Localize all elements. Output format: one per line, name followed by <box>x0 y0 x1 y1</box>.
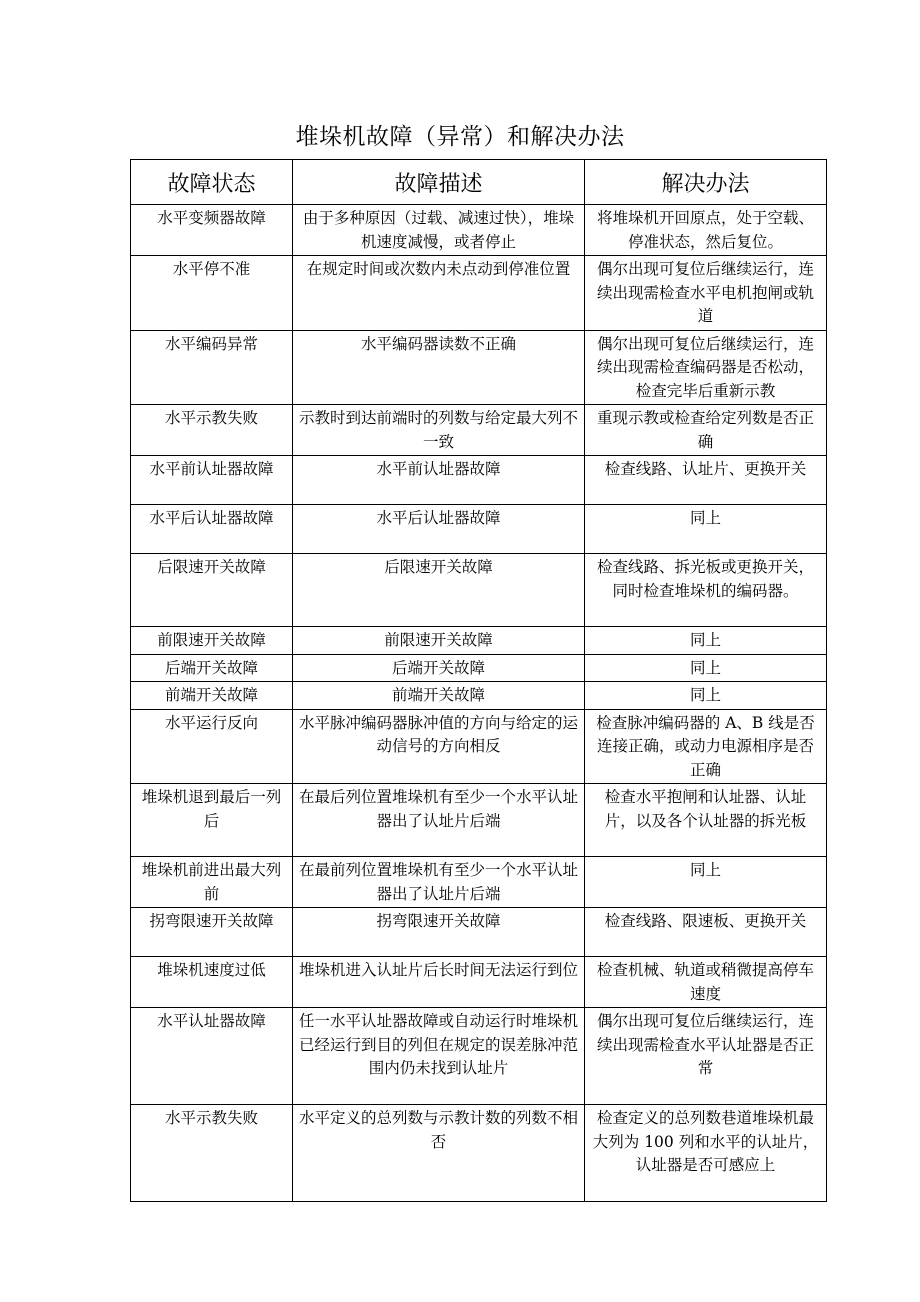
solution-cell: 同上 <box>585 654 827 682</box>
table-row <box>131 709 827 784</box>
solution-cell: 检查水平抱闸和认址器、认址片，以及各个认址器的拆光板 <box>585 784 827 857</box>
solution-cell: 检查脉冲编码器的 A、B 线是否连接正确，或动力电源相序是否正确 <box>585 709 827 784</box>
table-row <box>131 505 827 554</box>
table-row <box>131 405 827 456</box>
solution-cell: 检查线路、拆光板或更换开关，同时检查堆垛机的编码器。 <box>585 554 827 627</box>
fault-description-cell: 在最后列位置堆垛机有至少一个水平认址器出了认址片后端 <box>293 784 585 857</box>
table-row <box>131 908 827 957</box>
solution-cell: 同上 <box>585 627 827 655</box>
fault-state-cell: 水平认址器故障 <box>131 1008 293 1105</box>
fault-state-cell: 水平停不准 <box>131 256 293 331</box>
table-row <box>131 554 827 627</box>
table-header-row <box>131 160 827 205</box>
fault-state-cell: 堆垛机退到最后一列后 <box>131 784 293 857</box>
fault-description-cell: 水平编码器读数不正确 <box>293 330 585 405</box>
table-row <box>131 456 827 505</box>
fault-description-cell: 在规定时间或次数内未点动到停准位置 <box>293 256 585 331</box>
table-row <box>131 330 827 405</box>
fault-description-cell: 前端开关故障 <box>293 682 585 710</box>
fault-description-cell: 任一水平认址器故障或自动运行时堆垛机已经运行到目的列但在规定的误差脉冲范围内仍未找到认址片 <box>293 1008 585 1105</box>
fault-table <box>130 159 827 1202</box>
fault-state-cell: 前限速开关故障 <box>131 627 293 655</box>
fault-description-cell: 水平定义的总列数与示教计数的列数不相否 <box>293 1105 585 1202</box>
solution-cell: 同上 <box>585 857 827 908</box>
fault-state-cell: 堆垛机前进出最大列前 <box>131 857 293 908</box>
solution-cell: 偶尔出现可复位后继续运行，连续出现需检查编码器是否松动，检查完毕后重新示教 <box>585 330 827 405</box>
table-row <box>131 1105 827 1202</box>
solution-cell: 检查定义的总列数巷道堆垛机最大列为 100 列和水平的认址片，认址器是否可感应上 <box>585 1105 827 1202</box>
table-row <box>131 957 827 1008</box>
solution-cell: 重现示教或检查给定列数是否正确 <box>585 405 827 456</box>
fault-state-cell: 水平后认址器故障 <box>131 505 293 554</box>
table-row <box>131 256 827 331</box>
fault-description-cell: 水平前认址器故障 <box>293 456 585 505</box>
fault-description-cell: 堆垛机进入认址片后长时间无法运行到位 <box>293 957 585 1008</box>
solution-cell: 同上 <box>585 505 827 554</box>
solution-cell: 将堆垛机开回原点，处于空载、停准状态，然后复位。 <box>585 205 827 256</box>
solution-cell: 偶尔出现可复位后继续运行，连续出现需检查水平电机抱闸或轨道 <box>585 256 827 331</box>
table-row <box>131 654 827 682</box>
header-fault-state: 故障状态 <box>131 160 293 205</box>
table-row <box>131 682 827 710</box>
page-title: 堆垛机故障（异常）和解决办法 <box>295 124 625 150</box>
fault-description-cell: 后端开关故障 <box>293 654 585 682</box>
table-row <box>131 784 827 857</box>
fault-state-cell: 堆垛机速度过低 <box>131 957 293 1008</box>
fault-description-cell: 水平脉冲编码器脉冲值的方向与给定的运动信号的方向相反 <box>293 709 585 784</box>
fault-description-cell: 拐弯限速开关故障 <box>293 908 585 957</box>
fault-description-cell: 后限速开关故障 <box>293 554 585 627</box>
fault-state-cell: 水平示教失败 <box>131 405 293 456</box>
fault-state-cell: 水平变频器故障 <box>131 205 293 256</box>
fault-state-cell: 水平前认址器故障 <box>131 456 293 505</box>
header-fault-description: 故障描述 <box>293 160 585 205</box>
fault-description-cell: 在最前列位置堆垛机有至少一个水平认址器出了认址片后端 <box>293 857 585 908</box>
fault-state-cell: 后限速开关故障 <box>131 554 293 627</box>
fault-state-cell: 水平运行反向 <box>131 709 293 784</box>
fault-state-cell: 拐弯限速开关故障 <box>131 908 293 957</box>
solution-cell: 检查线路、认址片、更换开关 <box>585 456 827 505</box>
table-row <box>131 627 827 655</box>
solution-cell: 检查线路、限速板、更换开关 <box>585 908 827 957</box>
fault-state-cell: 后端开关故障 <box>131 654 293 682</box>
table-row <box>131 1008 827 1105</box>
fault-description-cell: 由于多种原因（过载、减速过快），堆垛机速度减慢，或者停止 <box>293 205 585 256</box>
fault-description-cell: 前限速开关故障 <box>293 627 585 655</box>
header-solution: 解决办法 <box>585 160 827 205</box>
solution-cell: 检查机械、轨道或稍微提高停车速度 <box>585 957 827 1008</box>
fault-state-cell: 前端开关故障 <box>131 682 293 710</box>
fault-state-cell: 水平编码异常 <box>131 330 293 405</box>
fault-state-cell: 水平示教失败 <box>131 1105 293 1202</box>
solution-cell: 同上 <box>585 682 827 710</box>
table-row <box>131 857 827 908</box>
fault-description-cell: 示教时到达前端时的列数与给定最大列不一致 <box>293 405 585 456</box>
solution-cell: 偶尔出现可复位后继续运行，连续出现需检查水平认址器是否正常 <box>585 1008 827 1105</box>
table-row <box>131 205 827 256</box>
fault-description-cell: 水平后认址器故障 <box>293 505 585 554</box>
